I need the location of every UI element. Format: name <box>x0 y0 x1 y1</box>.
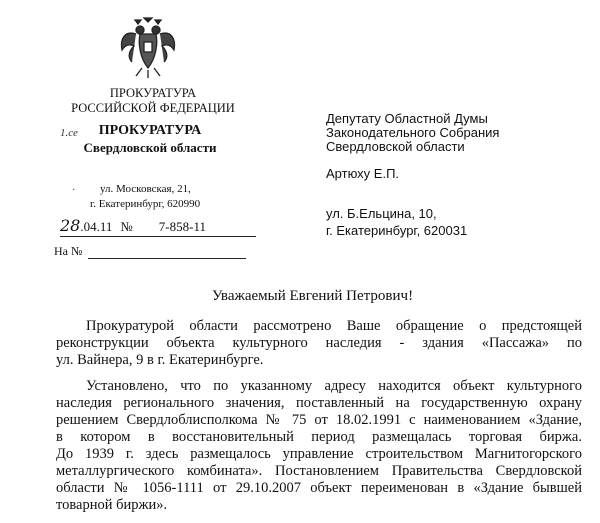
recipient-address-line1: ул. Б.Ельцина, 10, <box>326 206 437 221</box>
office-region: Свердловской области <box>83 140 217 155</box>
paragraph-line: наследия регионального значения, поставленный на государственную охрану <box>56 395 582 411</box>
recipient-title <box>326 112 499 154</box>
recipient-line-3: Свердловской области <box>326 139 465 154</box>
recipient-line-2: Законодательного Собрания <box>326 125 500 140</box>
sender-organization <box>64 86 242 116</box>
sender-address-line2: г. Екатеринбург, 620990 <box>90 198 201 210</box>
sender-address-line1: ул. Московская, 21, <box>100 183 191 195</box>
paragraph-line: Установлено, что по указанному адресу находится объект культурного <box>86 378 582 394</box>
paragraph-line: в котором в восстановительный период размещалась торговая биржа. <box>56 429 582 445</box>
registration-row <box>60 216 206 235</box>
reg-date: .04.11 <box>80 219 113 234</box>
paragraph-line: товарной биржи». <box>56 497 168 513</box>
reg-number: 7-858-11 <box>158 219 206 234</box>
paragraph-line: ул. Вайнера, 9 в г. Екатеринбурге. <box>56 352 264 368</box>
paragraph-2 <box>56 378 582 514</box>
sender-address <box>90 182 201 212</box>
double-headed-eagle-emblem-icon <box>118 14 178 80</box>
paragraph-1 <box>56 318 582 369</box>
stamp-mark-2: · <box>72 185 76 196</box>
org-line-1: ПРОКУРАТУРА <box>109 86 197 100</box>
registration-underline <box>60 236 256 237</box>
reply-to-label: На № <box>54 244 83 258</box>
reg-number-label: № <box>120 219 133 234</box>
paragraph-line: До 1939 г. здесь размещалось управление строительством Магнитогорского <box>56 446 582 462</box>
paragraph-line: области № 1056-1111 от 29.10.2007 объект переименован в «Здание бывшей <box>56 480 582 496</box>
office-title: ПРОКУРАТУРА <box>98 123 202 138</box>
paragraph-line: металлургического комбината». Постановлением Правительства Свердловской <box>56 463 582 479</box>
recipient-address-line2: г. Екатеринбург, 620031 <box>326 223 468 238</box>
org-line-2: РОССИЙСКОЙ ФЕДЕРАЦИИ <box>71 101 235 115</box>
recipient-line-1: Депутату Областной Думы <box>326 111 488 126</box>
letter-body <box>56 318 582 523</box>
paragraph-line: Прокуратурой области рассмотрено Ваше обращение о предстоящей <box>86 318 582 334</box>
paragraph-line: реконструкции объекта культурного наследия - здания «Пассажа» по <box>56 335 582 351</box>
sender-office <box>60 122 240 156</box>
salutation: Уважаемый Евгений Петрович! <box>212 288 414 304</box>
recipient-name: Артюху Е.П. <box>326 166 400 181</box>
recipient-address <box>326 205 467 239</box>
reply-to-line <box>88 258 246 259</box>
stamp-mark: 1.се <box>60 127 78 139</box>
reg-date-handwritten: 28 <box>60 216 81 235</box>
paragraph-line: решением Свердлоблисполкома № 75 от 18.02.1991 с наименованием «Здание, <box>56 412 582 428</box>
